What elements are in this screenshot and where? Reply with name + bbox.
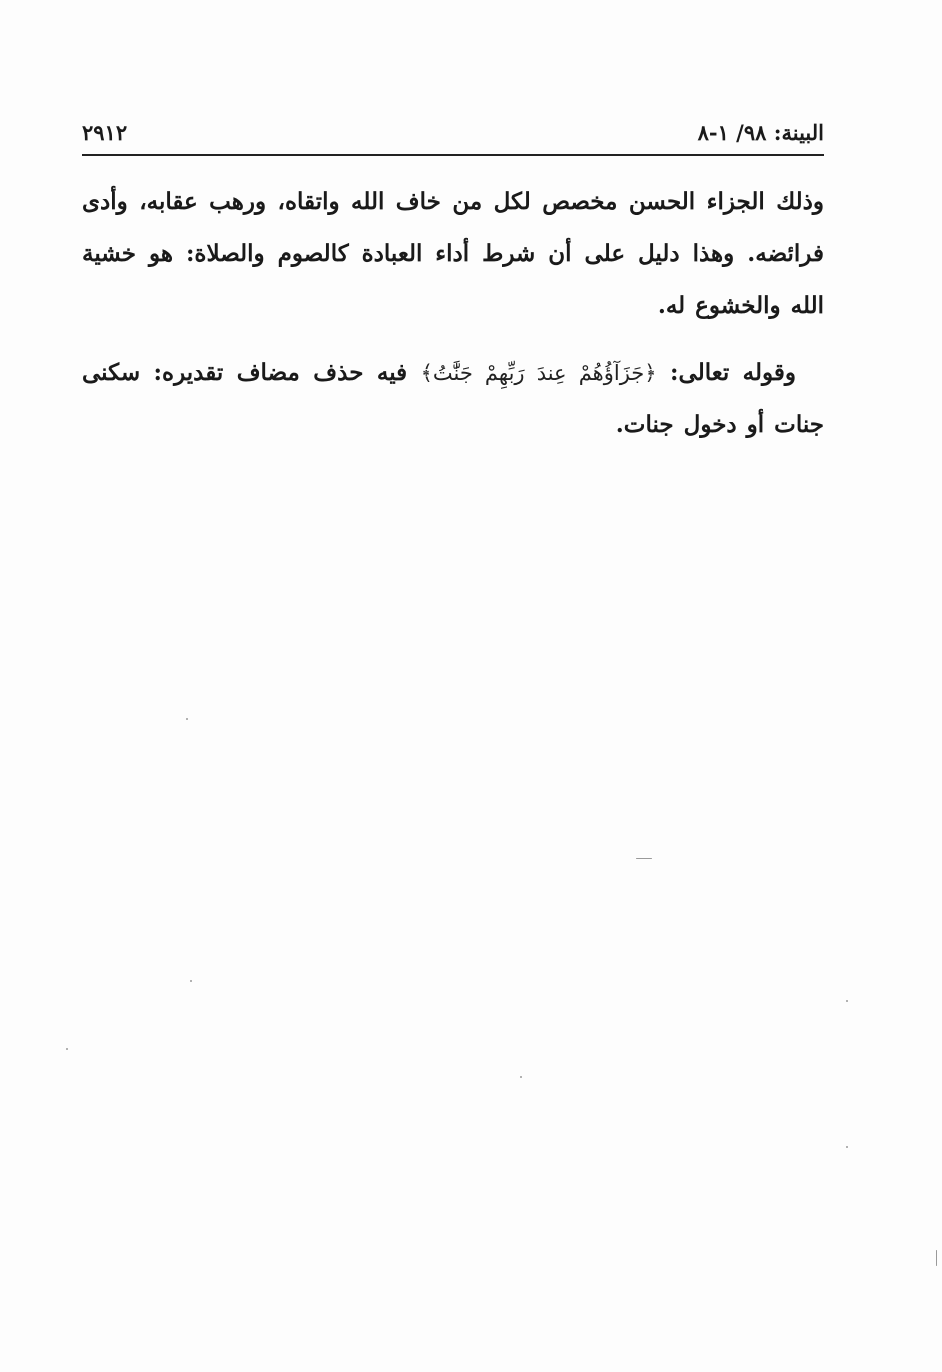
scan-speck [636, 858, 652, 859]
header-rule [82, 154, 824, 156]
scan-speck [936, 1250, 937, 1266]
paragraph-2 [82, 347, 824, 451]
scan-speck [520, 1076, 522, 1078]
scan-speck [190, 980, 192, 982]
scan-speck [186, 718, 188, 720]
running-header [82, 118, 824, 152]
paragraph-2-intro: وقوله تعالى: [656, 359, 796, 386]
scan-speck [846, 1000, 848, 1002]
paragraph-2-rest: فيه حذف مضاف تقديره: سكنى جنات أو دخول جنات. [82, 359, 824, 438]
body-text [82, 176, 824, 451]
quran-quote: ﴿جَزَآؤُهُمْ عِندَ رَبِّهِمْ جَنَّٰتُ﴾ [420, 361, 657, 385]
paragraph-1: وذلك الجزاء الحسن مخصص لكل من خاف الله واتقاه، ورهب عقابه، وأدى فرائضه. وهذا دليل على أن شرط أداء العبادة كالصوم والصلاة: هو خشية الله والخشوع له. [82, 188, 824, 319]
chapter-reference: البينة: ٩٨/ ١-٨ [697, 120, 824, 145]
scan-speck [66, 1048, 68, 1050]
scan-speck [846, 1146, 848, 1148]
page-number: ٢٩١٢ [82, 120, 128, 145]
